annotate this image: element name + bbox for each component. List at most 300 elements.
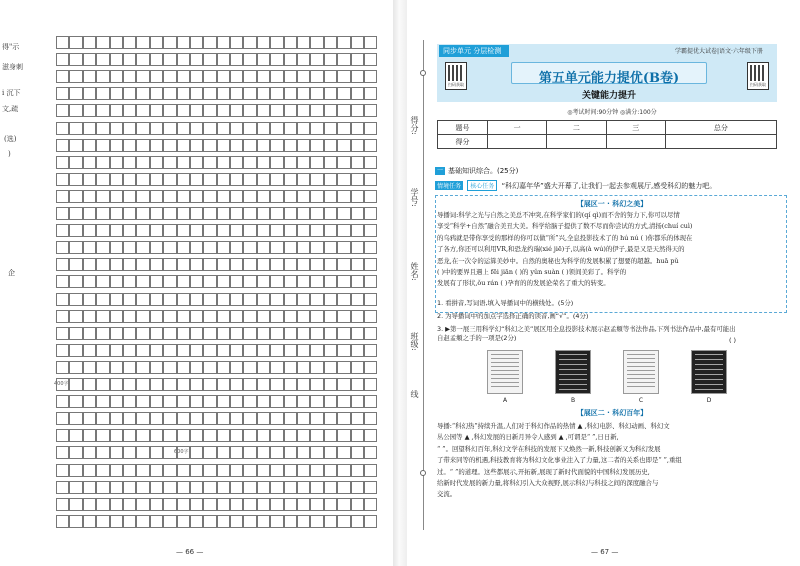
grid-cell[interactable] xyxy=(56,344,69,357)
grid-cell[interactable] xyxy=(351,104,364,117)
grid-cell[interactable] xyxy=(297,190,310,203)
grid-cell[interactable] xyxy=(150,464,163,477)
grid-cell[interactable] xyxy=(123,464,136,477)
grid-cell[interactable] xyxy=(243,122,256,135)
grid-cell[interactable] xyxy=(351,395,364,408)
grid-cell[interactable] xyxy=(351,293,364,306)
grid-cell[interactable] xyxy=(364,395,377,408)
grid-cell[interactable] xyxy=(230,122,243,135)
grid-cell[interactable] xyxy=(284,481,297,494)
grid-cell[interactable] xyxy=(83,207,96,220)
grid-cell[interactable] xyxy=(177,481,190,494)
grid-cell[interactable] xyxy=(324,156,337,169)
grid-cell[interactable] xyxy=(284,207,297,220)
calligraphy-option-d[interactable] xyxy=(691,350,727,394)
grid-cell[interactable] xyxy=(217,241,230,254)
grid-cell[interactable] xyxy=(257,515,270,528)
grid-cell[interactable] xyxy=(69,275,82,288)
grid-cell[interactable] xyxy=(337,207,350,220)
grid-cell[interactable] xyxy=(217,310,230,323)
grid-cell[interactable] xyxy=(177,395,190,408)
grid-cell[interactable] xyxy=(203,327,216,340)
grid-cell[interactable] xyxy=(69,481,82,494)
grid-cell[interactable] xyxy=(284,241,297,254)
grid-cell[interactable] xyxy=(243,464,256,477)
grid-cell[interactable] xyxy=(69,395,82,408)
grid-cell[interactable] xyxy=(257,104,270,117)
grid-cell[interactable] xyxy=(96,87,109,100)
grid-cell[interactable] xyxy=(123,36,136,49)
grid-cell[interactable] xyxy=(230,173,243,186)
grid-cell[interactable] xyxy=(150,36,163,49)
grid-cell[interactable] xyxy=(230,224,243,237)
grid-cell[interactable] xyxy=(69,258,82,271)
grid-cell[interactable] xyxy=(136,515,149,528)
grid-cell[interactable] xyxy=(163,446,176,459)
grid-cell[interactable] xyxy=(96,446,109,459)
grid-cell[interactable] xyxy=(310,310,323,323)
grid-cell[interactable] xyxy=(351,498,364,511)
score-cell[interactable] xyxy=(488,135,547,149)
grid-cell[interactable] xyxy=(56,122,69,135)
grid-cell[interactable] xyxy=(110,258,123,271)
grid-cell[interactable] xyxy=(270,53,283,66)
grid-cell[interactable] xyxy=(351,122,364,135)
grid-cell[interactable] xyxy=(324,70,337,83)
grid-cell[interactable] xyxy=(297,241,310,254)
grid-cell[interactable] xyxy=(190,429,203,442)
grid-cell[interactable] xyxy=(310,258,323,271)
grid-cell[interactable] xyxy=(163,395,176,408)
grid-cell[interactable] xyxy=(284,190,297,203)
grid-cell[interactable] xyxy=(243,36,256,49)
grid-cell[interactable] xyxy=(163,481,176,494)
grid-cell[interactable] xyxy=(297,361,310,374)
grid-cell[interactable] xyxy=(230,395,243,408)
grid-cell[interactable] xyxy=(177,327,190,340)
grid-cell[interactable] xyxy=(150,122,163,135)
grid-cell[interactable] xyxy=(217,464,230,477)
grid-cell[interactable] xyxy=(190,173,203,186)
grid-cell[interactable] xyxy=(56,446,69,459)
grid-cell[interactable] xyxy=(297,156,310,169)
grid-cell[interactable] xyxy=(217,258,230,271)
grid-cell[interactable] xyxy=(96,395,109,408)
grid-cell[interactable] xyxy=(83,361,96,374)
grid-cell[interactable] xyxy=(230,344,243,357)
grid-cell[interactable] xyxy=(69,122,82,135)
grid-cell[interactable] xyxy=(230,53,243,66)
grid-cell[interactable] xyxy=(310,412,323,425)
grid-cell[interactable] xyxy=(96,429,109,442)
grid-cell[interactable] xyxy=(297,122,310,135)
grid-cell[interactable] xyxy=(96,173,109,186)
grid-cell[interactable] xyxy=(203,139,216,152)
grid-cell[interactable] xyxy=(177,344,190,357)
grid-cell[interactable] xyxy=(203,310,216,323)
grid-cell[interactable] xyxy=(177,70,190,83)
grid-cell[interactable] xyxy=(56,36,69,49)
grid-cell[interactable] xyxy=(270,241,283,254)
grid-cell[interactable] xyxy=(96,156,109,169)
grid-cell[interactable] xyxy=(203,36,216,49)
grid-cell[interactable] xyxy=(337,515,350,528)
grid-cell[interactable] xyxy=(56,395,69,408)
grid-cell[interactable] xyxy=(257,224,270,237)
grid-cell[interactable] xyxy=(110,70,123,83)
grid-cell[interactable] xyxy=(297,173,310,186)
question-3-answer[interactable]: ( ) xyxy=(729,336,737,344)
grid-cell[interactable] xyxy=(364,344,377,357)
grid-cell[interactable] xyxy=(136,190,149,203)
grid-cell[interactable] xyxy=(203,87,216,100)
grid-cell[interactable] xyxy=(324,139,337,152)
grid-cell[interactable] xyxy=(217,412,230,425)
grid-cell[interactable] xyxy=(177,293,190,306)
grid-cell[interactable] xyxy=(351,36,364,49)
grid-cell[interactable] xyxy=(123,344,136,357)
grid-cell[interactable] xyxy=(243,207,256,220)
grid-cell[interactable] xyxy=(270,429,283,442)
grid-cell[interactable] xyxy=(123,87,136,100)
grid-cell[interactable] xyxy=(230,87,243,100)
grid-cell[interactable] xyxy=(230,207,243,220)
grid-cell[interactable] xyxy=(310,139,323,152)
grid-cell[interactable] xyxy=(177,378,190,391)
grid-cell[interactable] xyxy=(110,293,123,306)
grid-cell[interactable] xyxy=(136,327,149,340)
grid-cell[interactable] xyxy=(136,412,149,425)
grid-cell[interactable] xyxy=(337,378,350,391)
grid-cell[interactable] xyxy=(203,361,216,374)
grid-cell[interactable] xyxy=(163,344,176,357)
grid-cell[interactable] xyxy=(310,395,323,408)
grid-cell[interactable] xyxy=(337,139,350,152)
grid-cell[interactable] xyxy=(150,224,163,237)
grid-cell[interactable] xyxy=(324,224,337,237)
grid-cell[interactable] xyxy=(351,156,364,169)
grid-cell[interactable] xyxy=(351,378,364,391)
grid-cell[interactable] xyxy=(364,173,377,186)
grid-cell[interactable] xyxy=(337,122,350,135)
grid-cell[interactable] xyxy=(123,446,136,459)
grid-cell[interactable] xyxy=(190,446,203,459)
grid-cell[interactable] xyxy=(56,515,69,528)
grid-cell[interactable] xyxy=(297,258,310,271)
grid-cell[interactable] xyxy=(364,327,377,340)
grid-cell[interactable] xyxy=(56,190,69,203)
grid-cell[interactable] xyxy=(69,327,82,340)
grid-cell[interactable] xyxy=(284,327,297,340)
grid-cell[interactable] xyxy=(257,378,270,391)
grid-cell[interactable] xyxy=(123,429,136,442)
grid-cell[interactable] xyxy=(136,53,149,66)
grid-cell[interactable] xyxy=(243,173,256,186)
grid-cell[interactable] xyxy=(69,70,82,83)
grid-cell[interactable] xyxy=(83,344,96,357)
grid-cell[interactable] xyxy=(110,104,123,117)
grid-cell[interactable] xyxy=(69,190,82,203)
grid-cell[interactable] xyxy=(190,395,203,408)
grid-cell[interactable] xyxy=(163,327,176,340)
grid-cell[interactable] xyxy=(190,464,203,477)
grid-cell[interactable] xyxy=(257,241,270,254)
grid-cell[interactable] xyxy=(297,446,310,459)
grid-cell[interactable] xyxy=(110,429,123,442)
grid-cell[interactable] xyxy=(297,310,310,323)
grid-cell[interactable] xyxy=(217,70,230,83)
grid-cell[interactable] xyxy=(257,53,270,66)
grid-cell[interactable] xyxy=(83,190,96,203)
grid-cell[interactable] xyxy=(177,429,190,442)
grid-cell[interactable] xyxy=(177,412,190,425)
grid-cell[interactable] xyxy=(190,258,203,271)
grid-cell[interactable] xyxy=(297,293,310,306)
grid-cell[interactable] xyxy=(284,446,297,459)
grid-cell[interactable] xyxy=(364,498,377,511)
grid-cell[interactable] xyxy=(177,275,190,288)
score-cell[interactable] xyxy=(606,135,665,149)
grid-cell[interactable] xyxy=(270,395,283,408)
grid-cell[interactable] xyxy=(177,498,190,511)
grid-cell[interactable] xyxy=(297,378,310,391)
grid-cell[interactable] xyxy=(310,241,323,254)
grid-cell[interactable] xyxy=(364,412,377,425)
grid-cell[interactable] xyxy=(56,241,69,254)
grid-cell[interactable] xyxy=(136,70,149,83)
grid-cell[interactable] xyxy=(56,275,69,288)
grid-cell[interactable] xyxy=(123,327,136,340)
grid-cell[interactable] xyxy=(243,275,256,288)
grid-cell[interactable] xyxy=(284,378,297,391)
grid-cell[interactable] xyxy=(297,53,310,66)
grid-cell[interactable] xyxy=(96,378,109,391)
grid-cell[interactable] xyxy=(284,395,297,408)
grid-cell[interactable] xyxy=(337,464,350,477)
grid-cell[interactable] xyxy=(351,446,364,459)
grid-cell[interactable] xyxy=(243,395,256,408)
grid-cell[interactable] xyxy=(69,464,82,477)
grid-cell[interactable] xyxy=(324,446,337,459)
grid-cell[interactable] xyxy=(203,412,216,425)
grid-cell[interactable] xyxy=(150,173,163,186)
grid-cell[interactable] xyxy=(83,53,96,66)
grid-cell[interactable] xyxy=(230,241,243,254)
grid-cell[interactable] xyxy=(337,156,350,169)
grid-cell[interactable] xyxy=(351,310,364,323)
grid-cell[interactable] xyxy=(83,293,96,306)
grid-cell[interactable] xyxy=(337,498,350,511)
grid-cell[interactable] xyxy=(217,498,230,511)
grid-cell[interactable] xyxy=(364,293,377,306)
grid-cell[interactable] xyxy=(136,241,149,254)
qr-code-left[interactable] xyxy=(445,62,467,90)
grid-cell[interactable] xyxy=(217,87,230,100)
calligraphy-option-a[interactable] xyxy=(487,350,523,394)
grid-cell[interactable] xyxy=(163,173,176,186)
grid-cell[interactable] xyxy=(177,122,190,135)
grid-cell[interactable] xyxy=(270,481,283,494)
grid-cell[interactable] xyxy=(177,464,190,477)
grid-cell[interactable] xyxy=(177,310,190,323)
grid-cell[interactable] xyxy=(150,327,163,340)
grid-cell[interactable] xyxy=(203,378,216,391)
grid-cell[interactable] xyxy=(324,378,337,391)
grid-cell[interactable] xyxy=(310,498,323,511)
grid-cell[interactable] xyxy=(110,344,123,357)
grid-cell[interactable] xyxy=(337,241,350,254)
grid-cell[interactable] xyxy=(230,327,243,340)
grid-cell[interactable] xyxy=(163,361,176,374)
grid-cell[interactable] xyxy=(297,207,310,220)
grid-cell[interactable] xyxy=(69,344,82,357)
grid-cell[interactable] xyxy=(150,481,163,494)
grid-cell[interactable] xyxy=(190,310,203,323)
grid-cell[interactable] xyxy=(190,378,203,391)
grid-cell[interactable] xyxy=(324,173,337,186)
grid-cell[interactable] xyxy=(310,173,323,186)
grid-cell[interactable] xyxy=(136,156,149,169)
grid-cell[interactable] xyxy=(324,395,337,408)
grid-cell[interactable] xyxy=(351,139,364,152)
grid-cell[interactable] xyxy=(270,70,283,83)
grid-cell[interactable] xyxy=(83,446,96,459)
grid-cell[interactable] xyxy=(56,207,69,220)
grid-cell[interactable] xyxy=(96,293,109,306)
grid-cell[interactable] xyxy=(83,481,96,494)
grid-cell[interactable] xyxy=(337,104,350,117)
grid-cell[interactable] xyxy=(177,36,190,49)
grid-cell[interactable] xyxy=(203,498,216,511)
grid-cell[interactable] xyxy=(324,190,337,203)
grid-cell[interactable] xyxy=(123,224,136,237)
grid-cell[interactable] xyxy=(110,464,123,477)
grid-cell[interactable] xyxy=(96,241,109,254)
grid-cell[interactable] xyxy=(364,139,377,152)
grid-cell[interactable] xyxy=(257,429,270,442)
grid-cell[interactable] xyxy=(351,87,364,100)
grid-cell[interactable] xyxy=(56,258,69,271)
grid-cell[interactable] xyxy=(337,344,350,357)
grid-cell[interactable] xyxy=(351,275,364,288)
grid-cell[interactable] xyxy=(364,275,377,288)
grid-cell[interactable] xyxy=(136,104,149,117)
grid-cell[interactable] xyxy=(163,207,176,220)
score-cell[interactable] xyxy=(547,135,606,149)
grid-cell[interactable] xyxy=(270,498,283,511)
grid-cell[interactable] xyxy=(110,275,123,288)
grid-cell[interactable] xyxy=(177,190,190,203)
grid-cell[interactable] xyxy=(351,344,364,357)
grid-cell[interactable] xyxy=(190,293,203,306)
grid-cell[interactable] xyxy=(310,36,323,49)
grid-cell[interactable] xyxy=(190,515,203,528)
grid-cell[interactable] xyxy=(163,429,176,442)
grid-cell[interactable] xyxy=(351,53,364,66)
grid-cell[interactable] xyxy=(324,481,337,494)
grid-cell[interactable] xyxy=(364,241,377,254)
grid-cell[interactable] xyxy=(324,310,337,323)
grid-cell[interactable] xyxy=(270,156,283,169)
grid-cell[interactable] xyxy=(150,190,163,203)
grid-cell[interactable] xyxy=(230,190,243,203)
grid-cell[interactable] xyxy=(310,122,323,135)
grid-cell[interactable] xyxy=(351,258,364,271)
grid-cell[interactable] xyxy=(136,310,149,323)
grid-cell[interactable] xyxy=(364,87,377,100)
grid-cell[interactable] xyxy=(310,87,323,100)
grid-cell[interactable] xyxy=(150,395,163,408)
grid-cell[interactable] xyxy=(337,412,350,425)
grid-cell[interactable] xyxy=(56,310,69,323)
grid-cell[interactable] xyxy=(177,156,190,169)
grid-cell[interactable] xyxy=(163,498,176,511)
grid-cell[interactable] xyxy=(324,361,337,374)
grid-cell[interactable] xyxy=(123,207,136,220)
grid-cell[interactable] xyxy=(110,515,123,528)
grid-cell[interactable] xyxy=(190,104,203,117)
grid-cell[interactable] xyxy=(96,344,109,357)
grid-cell[interactable] xyxy=(351,190,364,203)
grid-cell[interactable] xyxy=(136,498,149,511)
grid-cell[interactable] xyxy=(177,173,190,186)
grid-cell[interactable] xyxy=(217,361,230,374)
grid-cell[interactable] xyxy=(297,515,310,528)
grid-cell[interactable] xyxy=(136,122,149,135)
grid-cell[interactable] xyxy=(284,36,297,49)
grid-cell[interactable] xyxy=(284,139,297,152)
grid-cell[interactable] xyxy=(123,310,136,323)
grid-cell[interactable] xyxy=(230,498,243,511)
grid-cell[interactable] xyxy=(136,139,149,152)
grid-cell[interactable] xyxy=(123,378,136,391)
grid-cell[interactable] xyxy=(270,36,283,49)
grid-cell[interactable] xyxy=(230,464,243,477)
grid-cell[interactable] xyxy=(243,70,256,83)
grid-cell[interactable] xyxy=(297,464,310,477)
grid-cell[interactable] xyxy=(270,258,283,271)
grid-cell[interactable] xyxy=(284,122,297,135)
grid-cell[interactable] xyxy=(337,293,350,306)
grid-cell[interactable] xyxy=(56,53,69,66)
grid-cell[interactable] xyxy=(163,70,176,83)
grid-cell[interactable] xyxy=(69,224,82,237)
grid-cell[interactable] xyxy=(69,412,82,425)
grid-cell[interactable] xyxy=(190,156,203,169)
grid-cell[interactable] xyxy=(230,156,243,169)
grid-cell[interactable] xyxy=(257,310,270,323)
grid-cell[interactable] xyxy=(243,344,256,357)
grid-cell[interactable] xyxy=(96,412,109,425)
grid-cell[interactable] xyxy=(337,310,350,323)
grid-cell[interactable] xyxy=(257,464,270,477)
grid-cell[interactable] xyxy=(56,139,69,152)
grid-cell[interactable] xyxy=(217,481,230,494)
grid-cell[interactable] xyxy=(190,53,203,66)
grid-cell[interactable] xyxy=(56,293,69,306)
qr-code-right[interactable] xyxy=(747,62,769,90)
grid-cell[interactable] xyxy=(83,395,96,408)
grid-cell[interactable] xyxy=(257,344,270,357)
grid-cell[interactable] xyxy=(163,275,176,288)
grid-cell[interactable] xyxy=(69,241,82,254)
grid-cell[interactable] xyxy=(351,481,364,494)
grid-cell[interactable] xyxy=(110,224,123,237)
grid-cell[interactable] xyxy=(257,275,270,288)
grid-cell[interactable] xyxy=(270,515,283,528)
grid-cell[interactable] xyxy=(297,429,310,442)
grid-cell[interactable] xyxy=(217,122,230,135)
